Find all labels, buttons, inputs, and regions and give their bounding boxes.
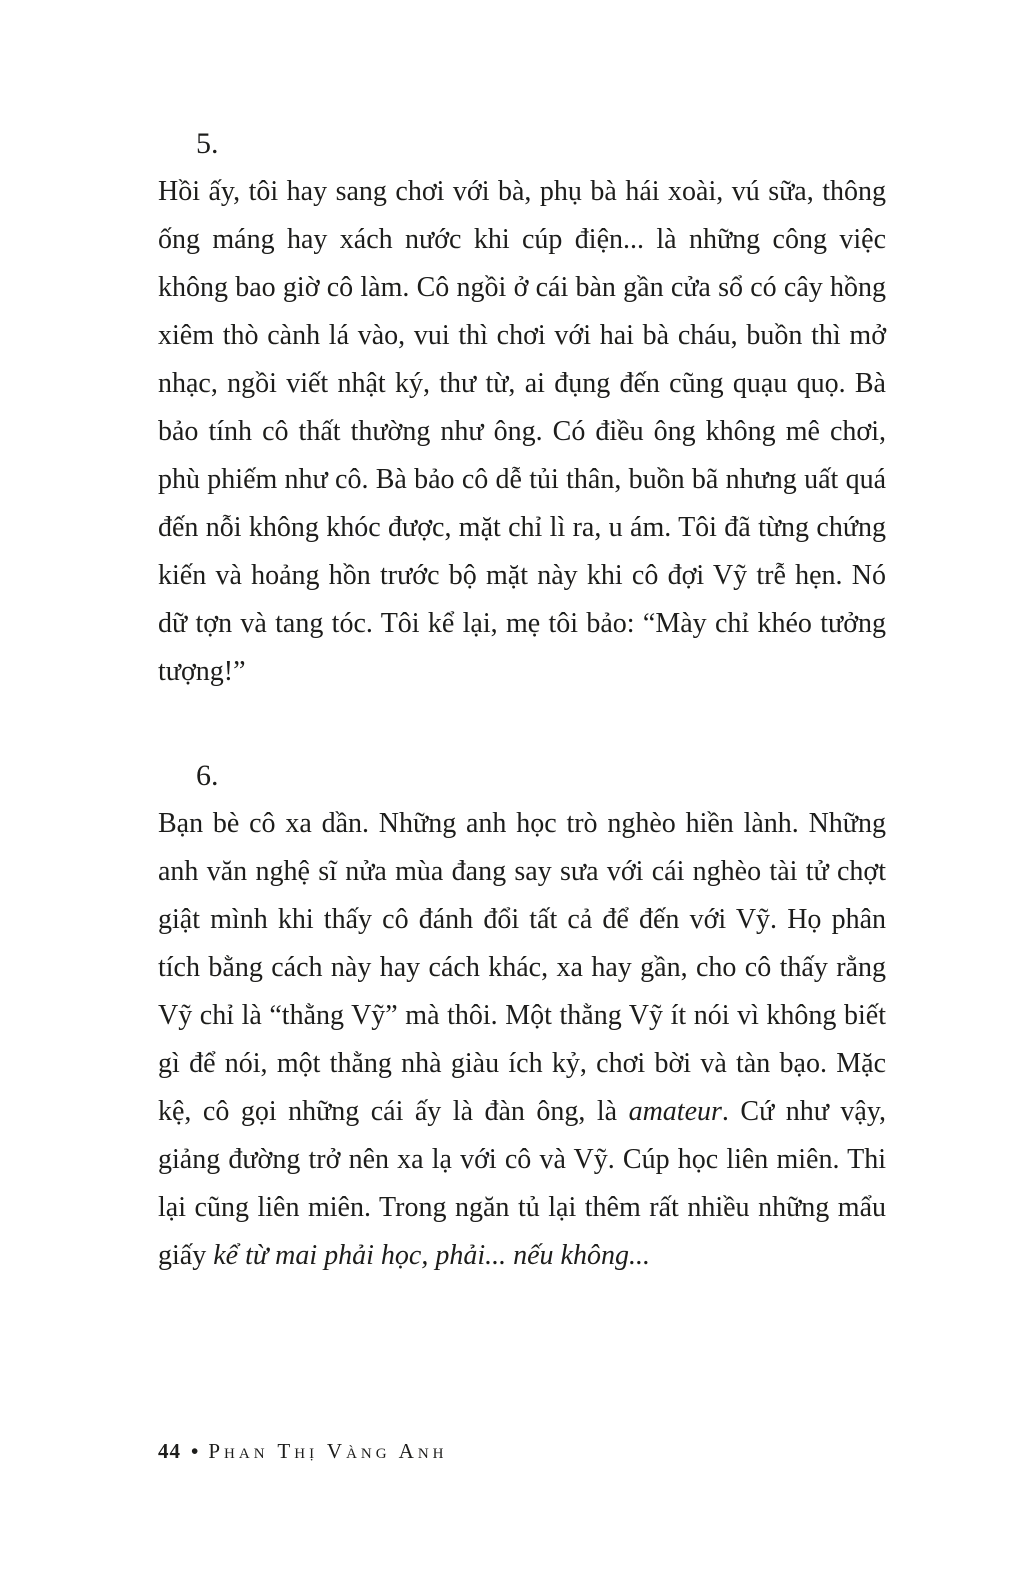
paragraph (158, 168, 886, 696)
text-segment: Hồi ấy, tôi hay sang chơi với bà, phụ bà hái xoài, vú sữa, thông ống máng hay xách nước khi cúp điện... là những công việc không bao giờ cô làm. Cô ngồi ở cái bàn gần cửa sổ có cây hồng xiêm thò cành lá vào, vui thì chơi với hai bà cháu, buồn thì mở nhạc, ngồi viết nhật ký, thư từ, ai đụng đến cũng quạu quọ. Bà bảo tính cô thất thường như ông. Có điều ông không mê chơi, phù phiếm như cô. Bà bảo cô dễ tủi thân, buồn bã nhưng uất quá đến nỗi không khóc được, mặt chỉ lì ra, u ám. Tôi đã từng chứng kiến và hoảng hồn trước bộ mặt này khi cô đợi Vỹ trễ hẹn. Nó dữ tợn và tang tóc. Tôi kể lại, mẹ tôi bảo: “Mày chỉ khéo tưởng tượng!” (158, 176, 886, 687)
page-content (158, 120, 886, 1280)
author-name: Phan Thị Vàng Anh (208, 1439, 448, 1463)
page-number: 44 (158, 1439, 181, 1463)
italic-text-segment: kể từ mai phải học, phải... nếu không... (213, 1240, 650, 1271)
italic-text-segment: amateur (628, 1096, 722, 1127)
paragraph (158, 800, 886, 1280)
text-segment: . Cứ như vậy, giảng đường trở nên xa lạ với cô và Vỹ. Cúp học liên miên. Thi lại cũng liên miên. Trong ngăn tủ lại thêm rất nhiều những mẩu giấy (158, 1096, 886, 1271)
text-segment: Bạn bè cô xa dần. Những anh học trò nghèo hiền lành. Những anh văn nghệ sĩ nửa mùa đang say sưa với cái nghèo tài tử chợt giật mình khi thấy cô đánh đổi tất cả để đến với Vỹ. Họ phân tích bằng cách này hay cách khác, xa hay gần, cho cô thấy rằng Vỹ chỉ là “thằng Vỹ” mà thôi. Một thằng Vỹ ít nói vì không biết gì để nói, một thằng nhà giàu ích kỷ, chơi bời và tàn bạo. Mặc kệ, cô gọi những cái ấy là đàn ông, là (158, 808, 886, 1127)
section-number: 6. (196, 759, 219, 792)
section-number: 5. (196, 127, 219, 160)
page-footer (158, 1438, 448, 1464)
footer-separator: • (191, 1439, 199, 1463)
